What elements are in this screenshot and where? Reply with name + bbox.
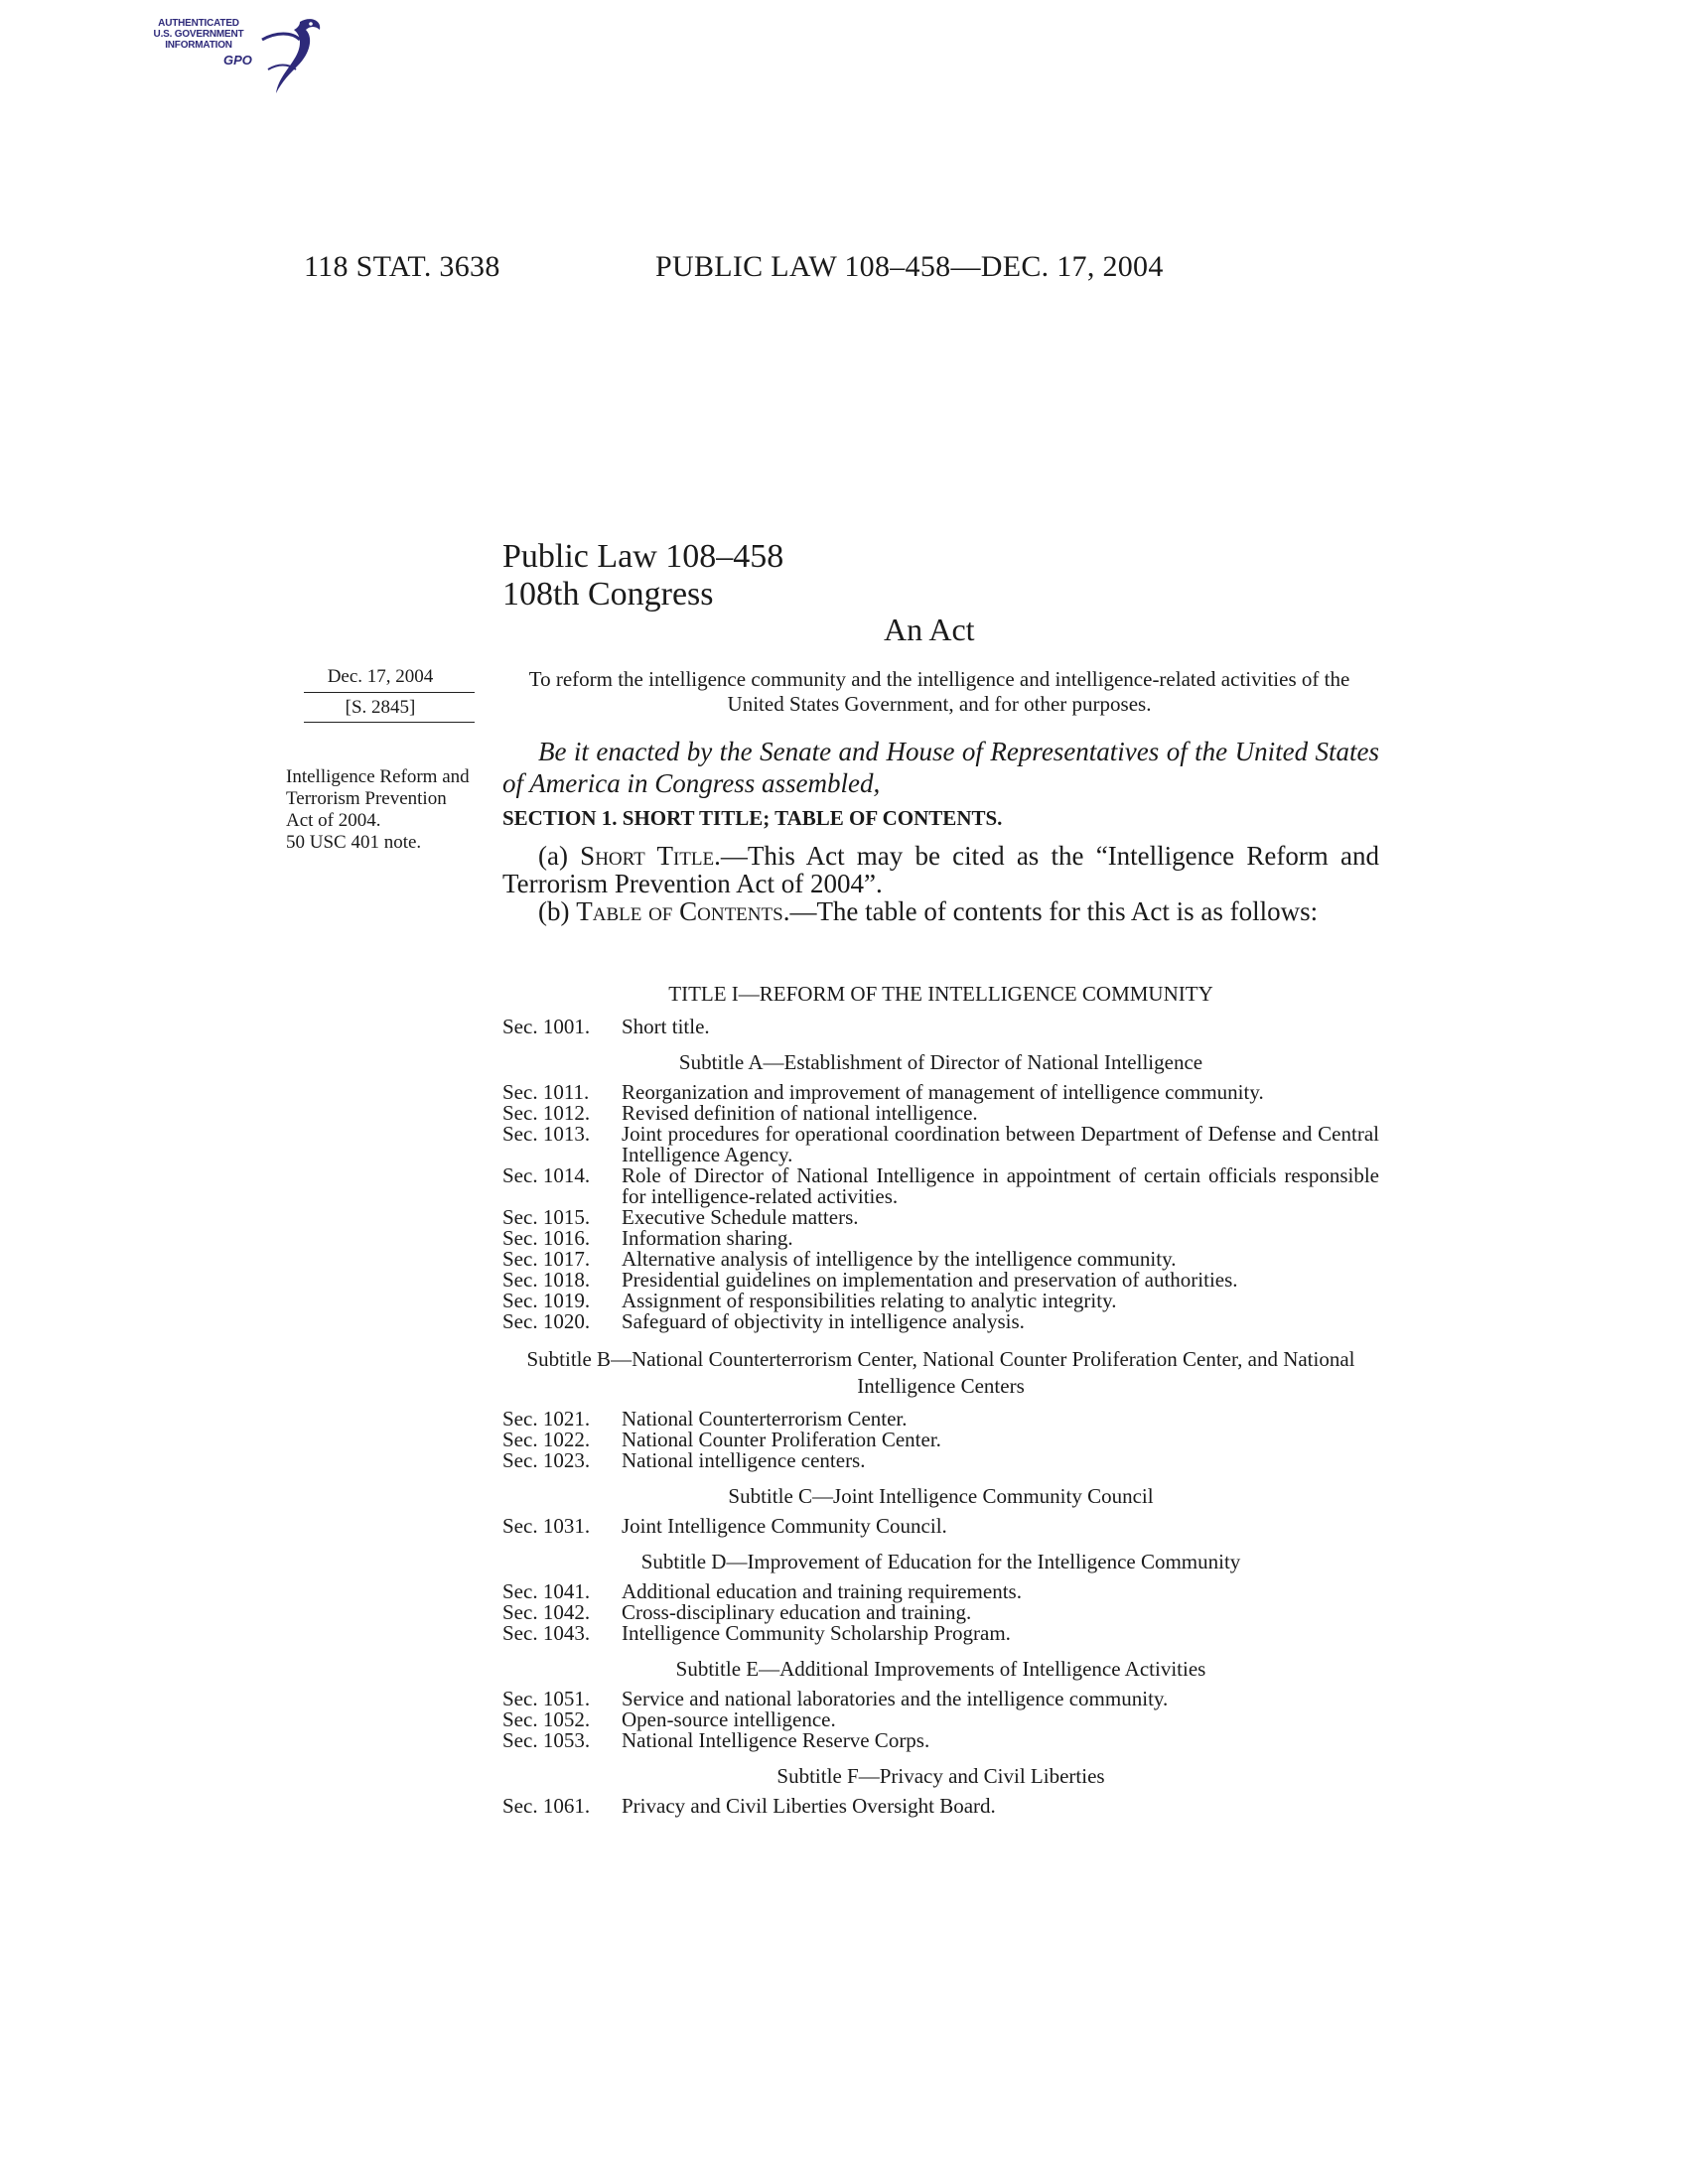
toc-entry: [502, 1796, 1379, 1817]
toc-entry: [502, 1581, 1379, 1602]
toc-entry-number: Sec. 1031.: [502, 1514, 591, 1538]
toc-subtitle-block: [502, 1346, 1379, 1471]
paragraph-b: [502, 897, 1379, 925]
seal-line-2: U.S. GOVERNMENT: [153, 29, 244, 40]
toc-entry-title: Open-source intelligence.: [622, 1707, 836, 1731]
toc-subtitle-heading: Subtitle A—Establishment of Director of National Intelligence: [678, 1050, 1203, 1074]
toc-entry: [502, 1602, 1379, 1623]
toc-entry-title: National Counter Proliferation Center.: [622, 1428, 941, 1451]
toc-entry-title: Revised definition of national intelligence.: [622, 1101, 978, 1125]
toc-entry-number: Sec. 1053.: [502, 1728, 591, 1752]
paragraph-b-caption: Table of Contents: [576, 896, 783, 926]
toc-subtitle-block: [502, 1765, 1379, 1817]
toc-entry-number: Sec. 1014.: [502, 1163, 591, 1187]
toc-entry-title: Information sharing.: [622, 1226, 793, 1250]
public-law-number: Public Law 108–458: [502, 538, 784, 575]
margin-rule-bottom: [304, 722, 475, 723]
margin-usc-note: 50 USC 401 note.: [286, 832, 422, 853]
toc-entry-number: Sec. 1022.: [502, 1428, 591, 1451]
toc-subtitle-heading: Subtitle B—National Counterterrorism Center, National Counter Proliferation Center, and National Intelligence Centers: [526, 1347, 1355, 1398]
toc-entry-title: Assignment of responsibilities relating to analytic integrity.: [622, 1289, 1117, 1312]
toc-entry-number: Sec. 1051.: [502, 1687, 591, 1710]
toc-entry-number: Sec. 1012.: [502, 1101, 591, 1125]
margin-rule-top: [304, 692, 475, 693]
law-title-block: [502, 538, 783, 614]
toc-entry-number: Sec. 1023.: [502, 1448, 591, 1472]
toc-entry-title: Safeguard of objectivity in intelligence analysis.: [622, 1309, 1025, 1333]
toc-subtitle-block: [502, 1051, 1379, 1332]
stat-page-number: 118 STAT. 3638: [304, 250, 500, 283]
toc-entry: [502, 1291, 1379, 1311]
toc-entry-number: Sec. 1001.: [502, 1015, 591, 1038]
toc-entry-title: Additional education and training requirements.: [622, 1579, 1022, 1603]
toc-entry: [502, 1730, 1379, 1751]
toc-entry-title: National intelligence centers.: [622, 1448, 866, 1472]
margin-date: Dec. 17, 2004: [327, 666, 434, 687]
toc-entry-number: Sec. 1016.: [502, 1226, 591, 1250]
toc-entry-title: Intelligence Community Scholarship Program.: [622, 1621, 1011, 1645]
toc-entry-number: Sec. 1042.: [502, 1600, 591, 1624]
margin-short-title-note: [286, 766, 475, 854]
toc-subtitle-heading: Subtitle E—Additional Improvements of Intelligence Activities: [675, 1657, 1206, 1681]
toc-entry: [502, 1311, 1379, 1332]
toc-entry: [502, 1709, 1379, 1730]
toc-entry: [502, 1249, 1379, 1270]
toc-subtitle-block: [502, 1658, 1379, 1751]
eagle-icon: [248, 10, 338, 99]
toc-entry-number: Sec. 1041.: [502, 1579, 591, 1603]
section-heading: SECTION 1. SHORT TITLE; TABLE OF CONTENTS.: [502, 806, 1003, 830]
toc-entry-title: Alternative analysis of intelligence by the intelligence community.: [622, 1247, 1177, 1271]
seal-gpo-mark: GPO: [223, 53, 252, 68]
toc-entry: [502, 1017, 1379, 1037]
toc-subtitle-block: [502, 1551, 1379, 1644]
toc-subtitle-heading: Subtitle F—Privacy and Civil Liberties: [776, 1764, 1105, 1788]
margin-bill-number: [S. 2845]: [345, 697, 416, 718]
paragraph-a: [502, 842, 1379, 897]
toc-entry-number: Sec. 1018.: [502, 1268, 591, 1292]
toc-entry-title: Service and national laboratories and the intelligence community.: [622, 1687, 1169, 1710]
toc-entry-number: Sec. 1017.: [502, 1247, 591, 1271]
act-purpose: To reform the intelligence community and the intelligence and intelligence-related activities of the United States Government, and for other purposes.: [528, 667, 1350, 716]
toc-entry-number: Sec. 1011.: [502, 1080, 590, 1104]
toc-subtitles: [502, 1051, 1379, 1817]
toc-entry-title: Short title.: [622, 1015, 710, 1038]
seal-line-1: AUTHENTICATED: [158, 18, 239, 29]
congress-number: 108th Congress: [502, 576, 714, 613]
toc-entry: [502, 1689, 1379, 1709]
toc-entry-title: National Counterterrorism Center.: [622, 1407, 908, 1431]
toc-entry: [502, 1623, 1379, 1644]
paragraph-b-label: (b): [538, 896, 577, 926]
seal-text: [134, 18, 263, 51]
toc-entry-title: Reorganization and improvement of management of intelligence community.: [622, 1080, 1264, 1104]
enacting-clause: Be it enacted by the Senate and House of Representatives of the United States of America in Congress assembled,: [502, 737, 1379, 798]
toc-entry-number: Sec. 1013.: [502, 1122, 591, 1146]
toc-entry: [502, 1124, 1379, 1165]
gpo-authentication-seal: [134, 10, 333, 99]
running-header: PUBLIC LAW 108–458—DEC. 17, 2004: [655, 250, 1164, 283]
toc-entry: [502, 1165, 1379, 1207]
toc-entry-title: Executive Schedule matters.: [622, 1205, 859, 1229]
toc-entry-title: Presidential guidelines on implementation and preservation of authorities.: [622, 1268, 1238, 1292]
toc-entry: [502, 1516, 1379, 1537]
toc-entry-title: Role of Director of National Intelligence in appointment of certain officials responsible for intelligence-related activities.: [622, 1163, 1379, 1208]
paragraph-a-label: (a): [538, 841, 581, 871]
toc-pre-entries: [502, 1017, 1379, 1037]
toc-entry: [502, 1082, 1379, 1103]
toc-subtitle-block: [502, 1485, 1379, 1537]
toc-entry-number: Sec. 1061.: [502, 1794, 591, 1818]
toc-entry-number: Sec. 1021.: [502, 1407, 591, 1431]
toc-entry: [502, 1430, 1379, 1450]
toc-entry-number: Sec. 1020.: [502, 1309, 591, 1333]
toc-title-heading: TITLE I—REFORM OF THE INTELLIGENCE COMMUNITY: [668, 982, 1213, 1006]
toc-entry: [502, 1103, 1379, 1124]
toc-entry-number: Sec. 1015.: [502, 1205, 591, 1229]
table-of-contents: [502, 983, 1379, 1817]
toc-entry-title: Joint Intelligence Community Council.: [622, 1514, 947, 1538]
margin-short-title: Intelligence Reform and Terrorism Prevention Act of 2004.: [286, 766, 470, 831]
act-heading: An Act: [884, 612, 975, 647]
toc-entry-title: Privacy and Civil Liberties Oversight Board.: [622, 1794, 996, 1818]
toc-subtitle-heading: Subtitle C—Joint Intelligence Community Council: [728, 1484, 1154, 1508]
toc-entry-number: Sec. 1052.: [502, 1707, 591, 1731]
toc-entry-title: Joint procedures for operational coordination between Department of Defense and Central Intelligence Agency.: [622, 1122, 1379, 1166]
toc-entry: [502, 1228, 1379, 1249]
paragraph-a-caption: Short Title: [580, 841, 715, 871]
paragraph-b-text: .—The table of contents for this Act is as follows:: [782, 896, 1319, 926]
toc-entry: [502, 1270, 1379, 1291]
toc-entry-number: Sec. 1019.: [502, 1289, 591, 1312]
toc-entry: [502, 1207, 1379, 1228]
toc-entry: [502, 1450, 1379, 1471]
toc-entry-number: Sec. 1043.: [502, 1621, 591, 1645]
toc-entry-title: National Intelligence Reserve Corps.: [622, 1728, 930, 1752]
seal-line-3: INFORMATION: [165, 40, 232, 51]
toc-entry-title: Cross-disciplinary education and training.: [622, 1600, 972, 1624]
toc-subtitle-heading: Subtitle D—Improvement of Education for the Intelligence Community: [640, 1550, 1241, 1573]
paragraph-a-text: .—This Act may be cited as the “Intelligence Reform and Terrorism Prevention Act of 2004”.: [502, 841, 1379, 898]
toc-entry: [502, 1409, 1379, 1430]
